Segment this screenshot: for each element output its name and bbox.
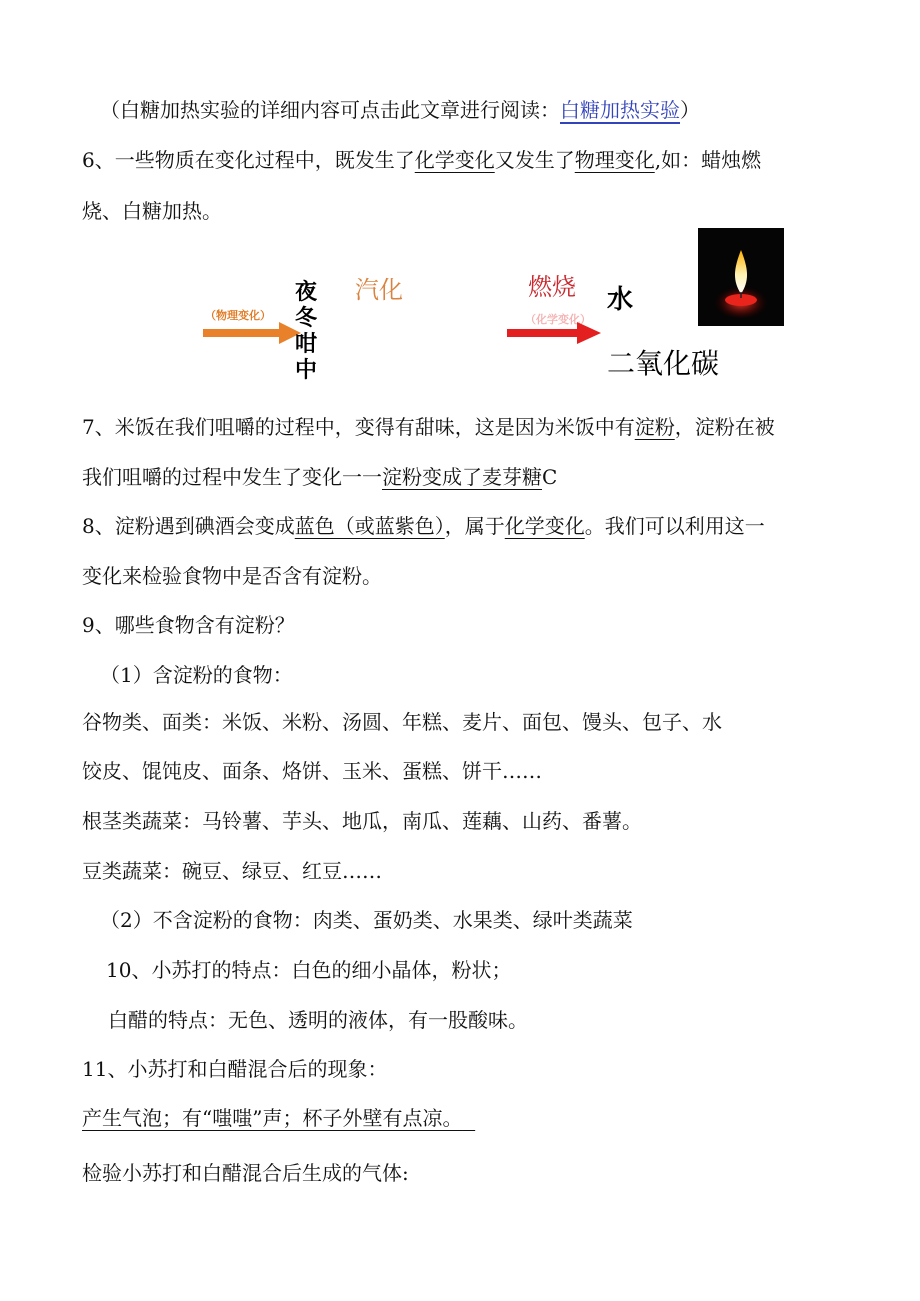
- para7-line2-suffix: C: [542, 465, 558, 489]
- physical-change-term: 物理变化: [574, 148, 655, 172]
- co2-product: 二氧化碳: [607, 347, 720, 380]
- phenomenon-underline-pad: [462, 1106, 475, 1130]
- note-line: [100, 95, 700, 125]
- para9-title: 9、哪些食物含有淀粉？: [82, 613, 295, 637]
- blue-color-term: 蓝色（或蓝紫色）: [294, 514, 445, 538]
- gas-test-line: 检验小苏打和白醋混合后生成的气体:: [82, 1161, 409, 1185]
- candle-flame-image: [698, 228, 784, 326]
- chemical-change-term: 化学变化: [414, 148, 495, 172]
- sugar-heating-link[interactable]: 白糖加热实验: [560, 98, 680, 122]
- para11-title: 11、小苏打和白醋混合后的现象：: [82, 1057, 388, 1081]
- starch-term: 淀粉: [634, 415, 675, 439]
- chemical-change-term-2: 化学变化: [504, 514, 585, 538]
- para7-line1: [82, 412, 775, 442]
- para8-text: 8、淀粉遇到碘酒会变成: [82, 514, 295, 538]
- para9-sub1: （1）含淀粉的食物：: [100, 663, 293, 687]
- water-product: 水: [607, 285, 634, 315]
- para8-line1: [82, 511, 765, 541]
- grains-line2: 饺皮、馄饨皮、面条、烙饼、玉米、蛋糕、饼干……: [82, 759, 542, 783]
- para8-suffix: 。我们可以利用这一: [584, 514, 765, 538]
- para6-line2: 烧、白糖加热。: [82, 199, 222, 223]
- soda-line: 10、小苏打的特点：白色的细小晶体，粉状；: [106, 958, 512, 982]
- para7-line2: [82, 462, 557, 492]
- para6-suffix: ,如：蜡烛燃: [654, 148, 762, 172]
- roots-line: 根茎类蔬菜：马铃薯、芋头、地瓜，南瓜、莲藕、山药、番薯。: [82, 809, 642, 833]
- beans-line: 豆类蔬菜：碗豆、绿豆、红豆……: [82, 859, 382, 883]
- note-suffix: ）: [680, 98, 700, 122]
- para7-text: 7、米饭在我们咀嚼的过程中，变得有甜味，这是因为米饭中有: [82, 415, 635, 439]
- para7-suffix: ，淀粉在被: [674, 415, 775, 439]
- para6-text: 6、一些物质在变化过程中，既发生了: [82, 148, 415, 172]
- phenomenon-line: [82, 1103, 475, 1133]
- para6-line1: [82, 145, 761, 175]
- burning-label: 燃烧: [528, 273, 576, 301]
- physical-change-label: （物理变化）: [205, 309, 271, 322]
- note-text: （白糖加热实验的详细内容可点击此文章进行阅读：: [100, 98, 560, 122]
- para7-line2-text: 我们咀嚼的过程中发生了变化一一: [82, 465, 382, 489]
- para9-sub2: （2）不含淀粉的食物：肉类、蛋奶类、水果类、绿叶类蔬菜: [100, 908, 633, 932]
- para6-mid: 又发生了: [494, 148, 575, 172]
- para8-line2: 变化来检验食物中是否含有淀粉。: [82, 564, 382, 588]
- physical-change-arrow: [203, 320, 303, 346]
- candle-diagram: [195, 225, 795, 400]
- chemical-change-label: （化学变化）: [525, 313, 591, 326]
- para8-mid: ，属于: [444, 514, 505, 538]
- vaporize-label: 汽化: [355, 276, 403, 304]
- maltose-term: 淀粉变成了麦芽糖: [382, 465, 542, 489]
- grains-line1: 谷物类、面类：米饭、米粉、汤圆、年糕、麦片、面包、馒头、包子、水: [82, 710, 722, 734]
- vinegar-line: 白醋的特点：无色、透明的液体，有一股酸味。: [108, 1008, 528, 1032]
- vertical-text: 夜冬咁中: [295, 280, 317, 383]
- phenomenon-text: 产生气泡；有“嗤嗤”声；杯子外壁有点凉。: [82, 1106, 463, 1130]
